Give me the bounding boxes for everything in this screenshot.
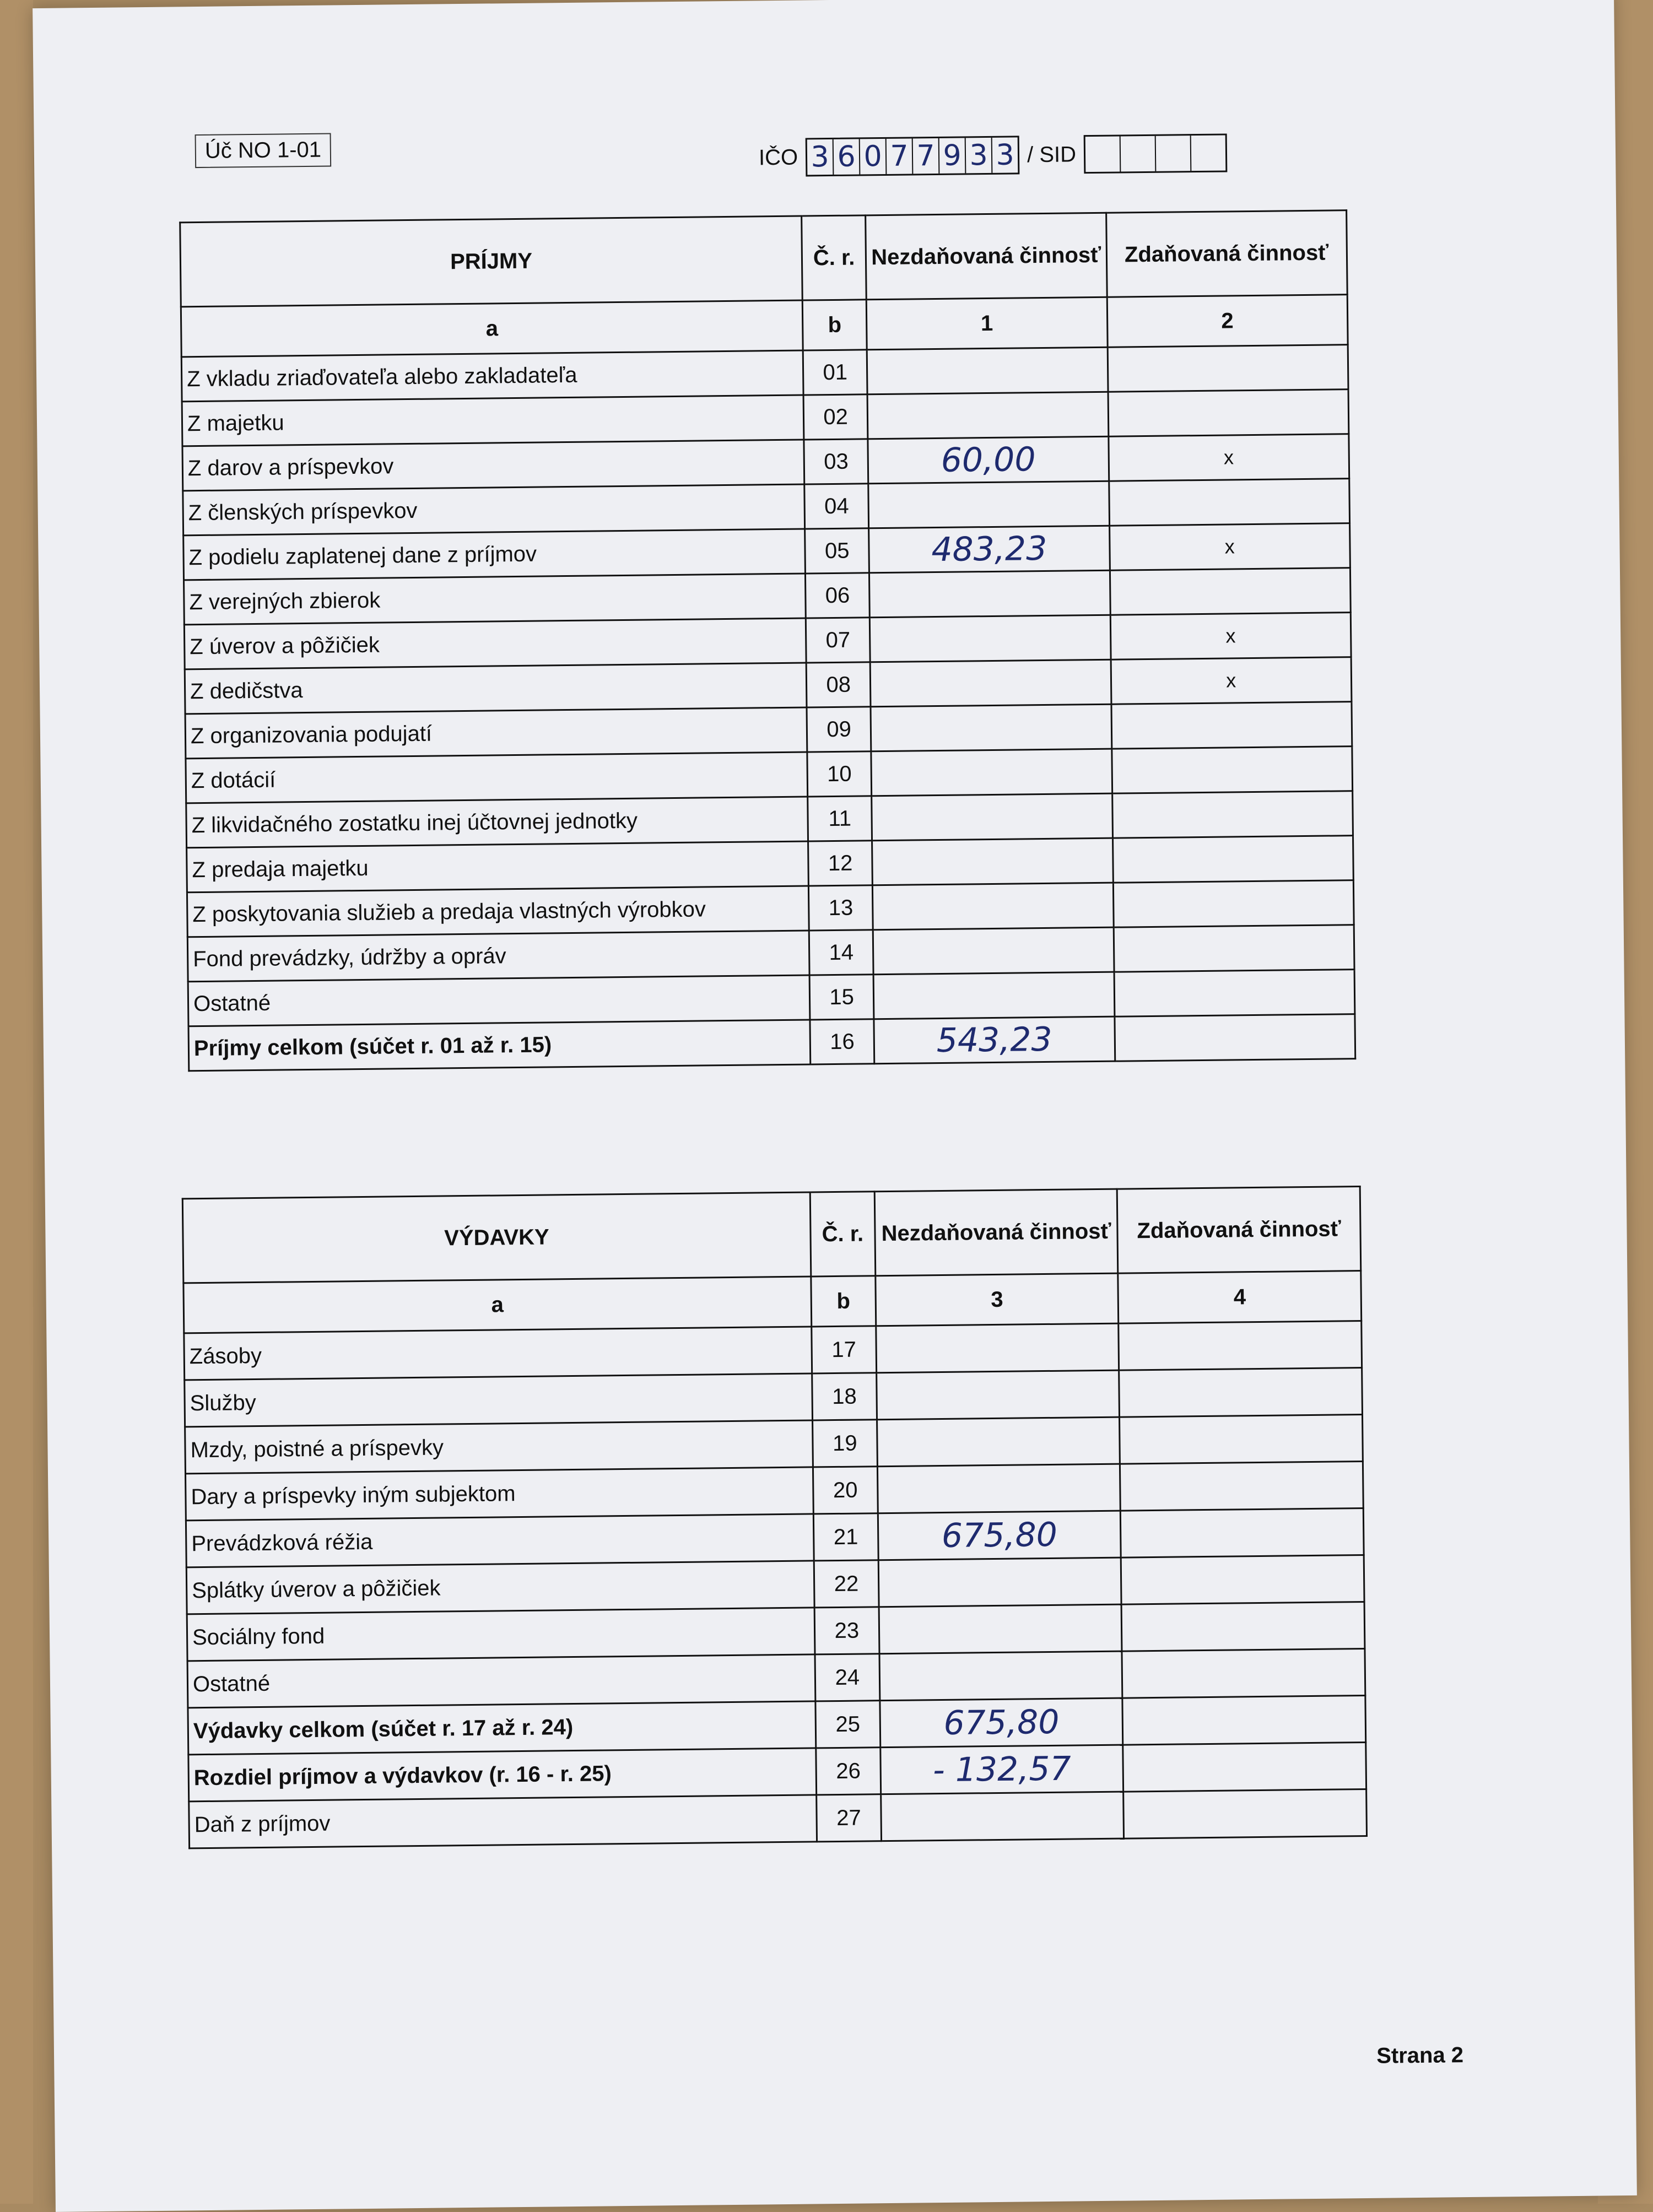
income-row-number: 04 [804, 484, 869, 529]
expense-letter-a: a [183, 1277, 812, 1333]
income-row-label: Z členských príspevkov [183, 484, 805, 536]
income-value-taxable[interactable] [1108, 390, 1349, 437]
income-value-nontaxable[interactable] [869, 570, 1110, 618]
income-value-taxable[interactable] [1108, 345, 1348, 392]
income-letter-b: b [802, 300, 867, 350]
expense-table [182, 1186, 1368, 1849]
ico-digit[interactable]: 7 [913, 138, 940, 174]
income-row-number: 09 [807, 707, 871, 752]
income-row-label: Z dedičstva [185, 663, 807, 714]
income-table [179, 209, 1356, 1072]
page-number: Strana 2 [1376, 2043, 1464, 2068]
expense-value-taxable[interactable] [1121, 1555, 1364, 1604]
form-page [33, 0, 1637, 2212]
ico-digit-boxes [806, 136, 1020, 176]
income-value-taxable[interactable] [1112, 836, 1353, 883]
expense-row-label: Výdavky celkom (súčet r. 17 až r. 24) [188, 1701, 816, 1755]
income-value-taxable[interactable]: x [1109, 523, 1350, 571]
expense-row-number: 17 [812, 1326, 877, 1373]
sid-box[interactable] [1191, 135, 1226, 171]
expense-row-label: Ostatné [187, 1654, 815, 1708]
income-value-nontaxable[interactable] [871, 749, 1112, 796]
ico-digit[interactable]: 6 [834, 139, 861, 174]
expense-letter-4: 4 [1118, 1271, 1362, 1324]
income-value-nontaxable[interactable] [870, 659, 1111, 707]
income-row-number: 13 [809, 885, 873, 931]
income-row-number: 15 [809, 975, 874, 1020]
expense-value-nontaxable[interactable]: - 132,57 [880, 1745, 1123, 1794]
expense-value-taxable[interactable] [1122, 1602, 1365, 1651]
expense-value-nontaxable[interactable] [877, 1370, 1120, 1420]
expense-value-taxable[interactable] [1119, 1321, 1362, 1371]
income-row-label: Z vkladu zriaďovateľa alebo zakladateľa [181, 350, 803, 402]
income-value-taxable[interactable] [1111, 747, 1352, 794]
income-value-nontaxable[interactable] [873, 972, 1114, 1019]
ico-digit[interactable]: 0 [860, 139, 887, 174]
income-col1-header: Nezdaňovaná činnosť [866, 213, 1107, 300]
expense-row-number: 20 [813, 1467, 878, 1514]
expense-letter-3: 3 [876, 1273, 1119, 1326]
income-row-label: Z majetku [182, 395, 804, 446]
expense-value-nontaxable[interactable] [876, 1323, 1119, 1373]
income-row-number: 05 [805, 528, 869, 574]
expense-row-number: 24 [815, 1654, 880, 1701]
expense-value-nontaxable[interactable] [877, 1417, 1120, 1467]
ico-digit[interactable]: 3 [807, 139, 834, 175]
income-row-number: 07 [806, 618, 870, 663]
expense-value-nontaxable[interactable] [878, 1557, 1121, 1607]
income-row-number: 14 [809, 930, 873, 975]
desk-wood-grain [0, 0, 33, 2204]
income-row-label: Z organizovania podujatí [185, 707, 807, 759]
income-value-taxable[interactable] [1114, 970, 1355, 1017]
income-value-nontaxable[interactable]: 483,23 [869, 526, 1110, 573]
sid-boxes [1084, 133, 1228, 174]
expense-row-number: 18 [812, 1373, 877, 1420]
expense-row-number: 23 [814, 1607, 879, 1654]
income-title: PRÍJMY [180, 216, 803, 307]
expense-value-taxable[interactable] [1123, 1742, 1366, 1792]
income-letter-a: a [181, 300, 803, 357]
income-row-number: 03 [804, 439, 868, 484]
income-letter-1: 1 [866, 297, 1107, 350]
income-value-nontaxable[interactable] [873, 927, 1114, 975]
expense-row-label: Zásoby [184, 1327, 812, 1380]
income-value-nontaxable[interactable]: 543,23 [874, 1016, 1115, 1064]
expense-value-taxable[interactable] [1120, 1461, 1363, 1511]
income-row-label: Z likvidačného zostatku inej účtovnej jednotky [186, 797, 808, 848]
expense-row-label: Sociálny fond [187, 1608, 815, 1661]
form-code: Úč NO 1-01 [195, 133, 332, 168]
expense-row-label: Rozdiel príjmov a výdavkov (r. 16 - r. 25) [188, 1748, 817, 1802]
income-row-label: Z darov a príspevkov [182, 440, 804, 491]
income-col2-header: Zdaňovaná činnosť [1106, 210, 1347, 298]
income-value-nontaxable[interactable] [872, 838, 1113, 885]
expense-value-nontaxable[interactable]: 675,80 [880, 1698, 1123, 1748]
income-value-taxable[interactable] [1112, 791, 1353, 839]
income-row-number: 16 [810, 1019, 874, 1064]
expense-row-number: 27 [816, 1794, 881, 1842]
expense-row-number: 26 [816, 1748, 881, 1795]
income-letter-2: 2 [1107, 295, 1348, 348]
income-value-taxable[interactable]: x [1111, 657, 1352, 705]
income-row-label: Z predaja majetku [187, 841, 809, 893]
income-row-label: Z dotácií [186, 752, 808, 803]
expense-col1-header: Nezdaňovaná činnosť [874, 1189, 1118, 1276]
expense-row-number: 25 [815, 1701, 880, 1748]
expense-value-taxable[interactable] [1122, 1648, 1365, 1698]
expense-value-nontaxable[interactable] [879, 1604, 1122, 1654]
expense-value-nontaxable[interactable]: 675,80 [878, 1511, 1121, 1560]
income-value-taxable[interactable]: x [1110, 613, 1351, 660]
expense-row-number: 22 [814, 1560, 879, 1608]
income-row-label: Z podielu zaplatenej dane z príjmov [183, 529, 806, 580]
income-row-number: 02 [803, 394, 868, 440]
income-value-taxable[interactable] [1109, 479, 1349, 526]
expense-row-label: Služby [185, 1373, 813, 1427]
income-value-taxable[interactable]: x [1108, 434, 1349, 482]
income-row-no-header: Č. r. [802, 215, 867, 300]
expense-row-label: Daň z príjmov [189, 1795, 817, 1848]
income-value-nontaxable[interactable] [867, 392, 1108, 439]
ico-digit[interactable]: 3 [966, 138, 993, 173]
sid-box[interactable] [1121, 136, 1157, 172]
income-value-taxable[interactable] [1113, 880, 1354, 928]
income-row-label: Z verejných zbierok [184, 574, 806, 625]
income-row-number: 12 [808, 841, 873, 886]
expense-col2-header: Zdaňovaná činnosť [1117, 1187, 1361, 1274]
expense-value-taxable[interactable] [1121, 1508, 1364, 1557]
income-value-taxable[interactable] [1111, 702, 1352, 749]
ico-digit[interactable]: 7 [887, 138, 914, 174]
income-row-number: 06 [806, 573, 870, 618]
expense-row-label: Dary a príspevky iným subjektom [186, 1467, 814, 1521]
sid-label: / SID [1027, 142, 1077, 167]
expense-row-label: Prevádzková réžia [186, 1514, 814, 1567]
expense-value-taxable[interactable] [1123, 1789, 1366, 1838]
expense-letter-b: b [811, 1276, 876, 1327]
expense-value-nontaxable[interactable] [879, 1651, 1122, 1701]
income-value-nontaxable[interactable] [871, 704, 1111, 751]
sid-box[interactable] [1085, 136, 1121, 172]
ico-digit[interactable]: 9 [939, 138, 966, 173]
income-row-label: Fond prevádzky, údržby a opráv [187, 931, 809, 982]
income-value-nontaxable[interactable] [867, 347, 1108, 394]
income-row-number: 11 [808, 796, 872, 841]
income-row-number: 10 [807, 751, 872, 797]
income-row-number: 01 [803, 350, 867, 395]
income-row-label: Z úverov a pôžičiek [184, 618, 806, 669]
income-value-taxable[interactable] [1110, 568, 1351, 615]
expense-value-nontaxable[interactable] [877, 1464, 1120, 1513]
ico-section [759, 133, 1228, 177]
expense-row-number: 21 [813, 1513, 878, 1561]
income-value-nontaxable[interactable] [869, 615, 1110, 662]
expense-value-taxable[interactable] [1122, 1695, 1365, 1745]
income-row-number: 08 [806, 662, 871, 707]
income-value-nontaxable[interactable]: 60,00 [868, 436, 1109, 484]
expense-value-taxable[interactable] [1119, 1368, 1362, 1418]
income-value-nontaxable[interactable] [872, 793, 1112, 841]
expense-row-label: Mzdy, poistné a príspevky [185, 1420, 813, 1474]
expense-title: VÝDAVKY [182, 1192, 811, 1283]
income-value-nontaxable[interactable] [873, 883, 1114, 930]
income-value-taxable[interactable] [1114, 925, 1354, 972]
ico-label: IČO [758, 145, 798, 170]
income-value-taxable[interactable] [1114, 1014, 1355, 1062]
income-row-label: Ostatné [188, 975, 810, 1026]
expense-value-nontaxable[interactable] [881, 1792, 1124, 1841]
ico-digit[interactable]: 3 [996, 138, 1015, 172]
expense-row-number: 19 [812, 1420, 877, 1467]
expense-value-taxable[interactable] [1120, 1415, 1363, 1464]
income-row-label: Príjmy celkom (súčet r. 01 až r. 15) [188, 1020, 811, 1071]
income-row-label: Z poskytovania služieb a predaja vlastných výrobkov [187, 886, 809, 937]
income-value-nontaxable[interactable] [868, 481, 1109, 528]
expense-row-no-header: Č. r. [810, 1192, 876, 1277]
expense-row-label: Splátky úverov a pôžičiek [186, 1561, 814, 1614]
sid-box[interactable] [1156, 136, 1192, 171]
